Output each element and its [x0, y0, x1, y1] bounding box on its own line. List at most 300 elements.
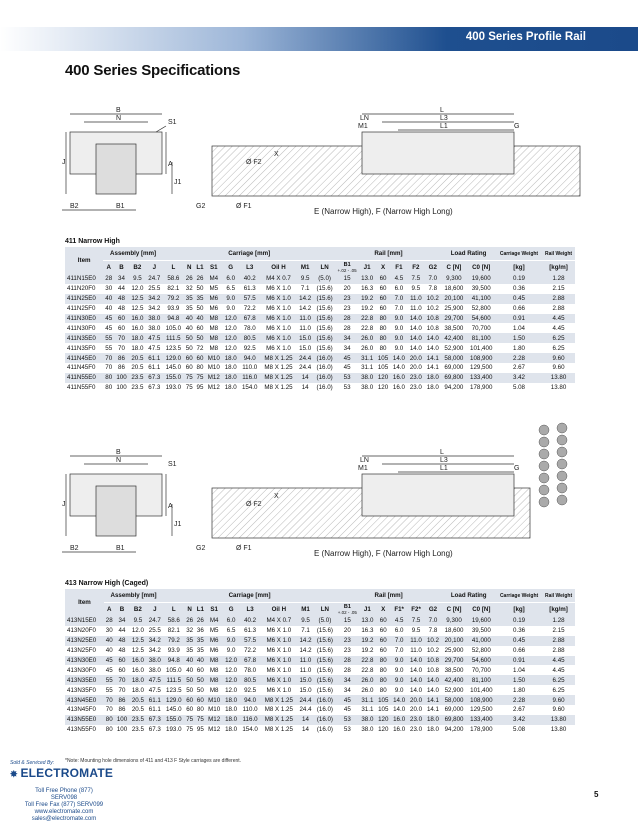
table-cell: 19.2 — [361, 305, 374, 313]
table-cell: 61.1 — [148, 364, 161, 372]
table-cell: 40 — [186, 657, 194, 664]
table-cell: 45 — [105, 315, 113, 322]
table-cell: (5.0) — [314, 274, 336, 284]
table-cell: 6.5 — [226, 285, 236, 293]
table-cell: 100 — [114, 373, 129, 383]
table-cell: M10 — [208, 706, 221, 714]
table-cell: 12.0 — [224, 324, 237, 332]
table-cell: 79.2 — [163, 294, 184, 304]
table-cell: 10.2 — [426, 305, 439, 313]
table-cell: 2.28 — [496, 695, 542, 705]
email-link[interactable]: sales@electromate.com — [31, 816, 97, 822]
item-code-cell: 413N25E0 — [65, 636, 104, 646]
table-cell: 2.15 — [552, 285, 565, 293]
table-cell: 133,400 — [467, 373, 496, 383]
column-header: Carriage Weight — [496, 589, 542, 603]
table-cell: 110.0 — [242, 706, 258, 714]
table-cell: 116.0 — [239, 373, 260, 383]
table-cell: 94.0 — [239, 353, 260, 363]
table-cell: 40.2 — [239, 274, 260, 284]
table-cell: 95 — [196, 726, 204, 734]
table-cell: 80 — [376, 314, 391, 324]
table-cell: 14.0 — [410, 686, 423, 694]
dimension-label: B — [116, 449, 121, 456]
column-header: L1 — [195, 261, 206, 275]
column-header: J — [146, 261, 163, 275]
table-cell: 38.0 — [148, 324, 161, 332]
table-cell: 120 — [376, 373, 391, 383]
table-row — [65, 705, 575, 715]
label-S1: S1 — [168, 119, 177, 126]
table-cell: 1.04 — [513, 666, 526, 674]
table-cell: 92.5 — [244, 686, 257, 694]
label-G: G — [514, 123, 520, 130]
label-L: L — [440, 107, 444, 114]
table-row — [65, 343, 575, 353]
header-title: 400 Series Profile Rail — [465, 31, 586, 43]
table-cell: M6 X 1.0 — [266, 647, 292, 655]
table-cell: 38,500 — [444, 324, 464, 332]
column-header: [kg/m] — [542, 603, 575, 617]
table-row — [65, 685, 575, 695]
table-cell: 7.0 — [424, 274, 441, 284]
table-cell: 60 — [186, 706, 194, 714]
table-cell: 6.0 — [394, 285, 404, 293]
item-code-cell: 411N25E0 — [65, 294, 103, 304]
dimension-label: Ø F1 — [236, 545, 252, 552]
table-cell: 31.1 — [361, 364, 374, 372]
column-header: A — [103, 261, 114, 275]
table-cell: 6.0 — [222, 274, 239, 284]
table-cell: 14.0 — [426, 686, 439, 694]
table-cell: 93.9 — [167, 647, 180, 655]
table-cell: 11.0 — [297, 314, 314, 324]
table-cell: M5 — [209, 627, 219, 635]
table-cell: 60 — [185, 364, 193, 372]
table-cell: M8 X 1.25 — [264, 706, 293, 714]
table-cell: 34 — [343, 686, 351, 694]
table-cell: 1.28 — [542, 616, 575, 626]
table-cell: 2.67 — [512, 364, 525, 372]
table-cell: (15.6) — [316, 285, 333, 293]
table-cell: 13.80 — [542, 373, 575, 383]
item-code-cell: 413N30F0 — [67, 666, 96, 674]
table-cell: 36 — [196, 627, 204, 635]
table-cell: 1.04 — [512, 324, 525, 332]
website-link[interactable]: www.electromate.com — [34, 809, 94, 815]
table-row — [65, 363, 575, 373]
table-cell: (15.6) — [314, 333, 336, 343]
table-cell: 14.0 — [393, 706, 406, 714]
table-cell: M10 — [206, 695, 223, 705]
table-cell: 15.0 — [299, 344, 312, 352]
table-cell: 35 — [196, 295, 204, 303]
table-cell: 155.0 — [163, 373, 184, 383]
table-cell: 18.0 — [224, 364, 237, 372]
table-cell: 7.8 — [428, 627, 438, 635]
table-cell: 80 — [105, 384, 113, 392]
table-cell: 50 — [196, 686, 204, 694]
table-cell: 123.5 — [166, 686, 182, 694]
table-cell: M6 X 1.0 — [266, 686, 292, 694]
table-cell: 11.0 — [299, 324, 311, 332]
table-cell: 82.1 — [167, 285, 180, 293]
table-cell: M8 — [209, 686, 219, 694]
table-cell: 47.5 — [148, 686, 161, 694]
table-cell: 94,200 — [444, 384, 464, 392]
table-cell: 26 — [186, 617, 194, 625]
table-cell: 80 — [376, 675, 391, 685]
table-cell: 38.0 — [148, 666, 161, 674]
table-cell: 52,900 — [444, 686, 464, 694]
table-cell: 14.0 — [426, 344, 439, 352]
table-cell: 40 — [105, 305, 113, 313]
table-cell: 48 — [118, 647, 126, 655]
table-cell: 19.2 — [361, 647, 374, 655]
table-cell: 20.5 — [129, 695, 146, 705]
table-cell: 16.0 — [390, 373, 407, 383]
vendor-logo — [10, 760, 113, 780]
column-header: [kg] — [496, 261, 542, 275]
column-header: G2 — [425, 603, 442, 617]
table-cell: 50 — [196, 305, 204, 313]
table-cell: 23 — [343, 305, 351, 313]
table-cell: 12.5 — [129, 636, 146, 646]
label-A: A — [168, 161, 173, 168]
table-cell: 38,500 — [444, 666, 464, 674]
table-cell: 14.2 — [297, 294, 314, 304]
column-header: [kg] — [496, 603, 542, 617]
label-B: B — [116, 107, 121, 114]
column-header: G — [222, 261, 239, 275]
table-cell: 12.0 — [225, 686, 238, 694]
table-cell: 16.3 — [361, 627, 374, 635]
table-cell: 48 — [114, 294, 129, 304]
column-header: Carriage [mm] — [163, 589, 336, 603]
table-cell: M8 X 1.25 — [264, 364, 293, 372]
column-header: L1 — [195, 603, 206, 617]
table-cell: 14.0 — [409, 344, 422, 352]
table-cell: 9.0 — [390, 314, 407, 324]
table-cell: 16.0 — [392, 384, 405, 392]
table-cell: 3.42 — [496, 373, 542, 383]
table-cell: 23 — [336, 294, 359, 304]
table-cell: 101,400 — [470, 686, 493, 694]
table-cell: 12.0 — [223, 675, 240, 685]
table-cell: 38.0 — [361, 726, 374, 734]
table-cell: 86 — [118, 364, 125, 372]
dimension-label: G2 — [196, 545, 206, 552]
table-cell: 70 — [105, 364, 113, 372]
column-header: L — [163, 603, 184, 617]
table-cell: 12.0 — [222, 333, 239, 343]
table-cell: 45 — [105, 657, 113, 664]
table-row — [65, 314, 575, 324]
table-cell: M6 — [209, 647, 219, 655]
table-cell: 61.3 — [244, 627, 257, 635]
column-header: M1 — [297, 261, 314, 275]
table-cell: 55 — [105, 676, 113, 684]
table-row — [65, 636, 575, 646]
diagram-1-drawing — [62, 104, 582, 226]
table-cell: 70 — [105, 706, 113, 714]
table-cell: 60 — [186, 696, 194, 704]
dimension-label: S1 — [168, 461, 177, 468]
table-cell: M4 — [205, 274, 222, 284]
table-cell: 16.0 — [129, 314, 146, 324]
item-code-cell: 411N45F0 — [67, 364, 96, 372]
table-cell: 75 — [185, 384, 193, 392]
table-cell: 18.0 — [225, 706, 238, 714]
table-cell: M4 — [206, 616, 223, 626]
table-cell: 12.0 — [224, 344, 237, 352]
item-code-cell: 411N35E0 — [65, 333, 103, 343]
table-cell: M10 — [205, 353, 222, 363]
table-cell: 12.0 — [225, 666, 238, 674]
table-cell: 0.19 — [496, 274, 542, 284]
table-cell: (16.0) — [316, 706, 333, 714]
table-cell: 26.0 — [361, 686, 374, 694]
column-header: S1 — [205, 261, 222, 275]
table-row — [65, 353, 575, 363]
table-cell: 6.5 — [226, 627, 236, 635]
table-cell: M6 — [209, 305, 219, 313]
table-cell: 4.45 — [552, 324, 565, 332]
dimension-diagram-1 — [62, 104, 582, 224]
table-cell: 72.2 — [243, 305, 256, 313]
diagram-2-drawing — [62, 446, 532, 568]
table-cell: 14.2 — [299, 647, 312, 655]
table-cell: 69,800 — [441, 373, 466, 383]
table-cell: 22.8 — [361, 666, 374, 674]
table-cell: 6.25 — [542, 333, 575, 343]
table-cell: 53 — [343, 384, 351, 392]
table-cell: 38.0 — [146, 314, 163, 324]
item-code-cell: 413N45F0 — [67, 706, 96, 714]
table-cell: 100 — [115, 715, 130, 725]
table-cell: (16.0) — [314, 353, 336, 363]
table-cell: 50 — [196, 285, 204, 293]
table-cell: 4.45 — [552, 666, 565, 674]
table-cell: 26 — [185, 275, 193, 283]
column-header: J1 — [359, 603, 376, 617]
dimension-label: G — [514, 465, 520, 472]
table-row — [65, 656, 575, 666]
table-cell: 108,900 — [467, 695, 496, 705]
table-cell: 10.2 — [424, 294, 441, 304]
table-cell: 154.0 — [242, 726, 258, 734]
table-cell: M8 — [206, 675, 223, 685]
item-code-cell: 413N35F0 — [67, 686, 96, 694]
table-cell: 0.91 — [496, 656, 542, 666]
table-cell: 14.1 — [426, 706, 439, 714]
column-header: [kg/m] — [542, 261, 575, 275]
table-cell: 116.0 — [240, 715, 261, 725]
table-cell: 30 — [105, 285, 113, 293]
column-header: J1 — [359, 261, 376, 275]
table-cell: 133,400 — [467, 715, 496, 725]
table-cell: 75 — [196, 374, 204, 382]
table-cell: 40 — [196, 657, 204, 664]
table-cell: 4.5 — [391, 616, 408, 626]
table-cell: 129.0 — [163, 353, 184, 363]
table-cell: 13.80 — [542, 715, 575, 725]
column-header: Item — [65, 589, 104, 616]
dimension-label: LN — [360, 457, 369, 464]
th-item: Item — [65, 247, 103, 274]
table-cell: 79.2 — [163, 636, 184, 646]
table-cell: 60 — [185, 354, 193, 362]
table-cell: M10 — [207, 364, 220, 372]
table-cell: 105.0 — [165, 324, 182, 332]
column-header: Oil H — [261, 603, 297, 617]
item-code-cell: 411N35F0 — [67, 344, 96, 352]
label-M1: M1 — [358, 123, 368, 130]
table-cell: 80 — [379, 344, 387, 352]
table-cell: 47.5 — [146, 675, 163, 685]
table-cell: 19,600 — [467, 616, 496, 626]
table-cell: 108,900 — [467, 353, 496, 363]
table-cell: 40 — [185, 315, 193, 322]
item-code-cell: 413N25F0 — [67, 647, 96, 655]
table-cell: 24.7 — [146, 616, 163, 626]
table-cell: 14.0 — [410, 666, 423, 674]
item-code-cell: 413N45E0 — [65, 695, 104, 705]
table-cell: 18.0 — [223, 695, 240, 705]
table-cell: 80 — [376, 333, 391, 343]
table-row — [65, 675, 575, 685]
table-cell: 23 — [336, 636, 359, 646]
table-cell: 0.45 — [496, 636, 542, 646]
th-load: Load Rating — [441, 247, 496, 261]
table-cell: M6 X 1.0 — [266, 324, 291, 332]
table-cell: M8 X 1.25 — [260, 353, 296, 363]
table-cell: 60 — [379, 627, 387, 635]
table-cell: 78.0 — [243, 324, 256, 332]
table-cell: 18.0 — [225, 726, 238, 734]
table-cell: 9.5 — [297, 274, 314, 284]
table-cell: 70,700 — [471, 666, 491, 674]
table-cell: (15.6) — [316, 324, 333, 332]
dimension-label: E (Narrow High), F (Narrow High Long) — [314, 549, 453, 558]
table-cell: 40 — [105, 295, 113, 303]
table-row — [65, 616, 575, 626]
table-cell: (16.0) — [314, 715, 336, 725]
table-cell: 34.2 — [148, 647, 161, 655]
table-cell: 28 — [343, 324, 351, 332]
table-cell: 75 — [185, 374, 193, 382]
table-cell: 15.0 — [297, 675, 314, 685]
table-cell: 25.5 — [148, 627, 161, 635]
table-cell: 16.0 — [131, 324, 144, 332]
table-cell: 2.15 — [552, 627, 565, 635]
table-cell: 6.25 — [552, 344, 565, 352]
table-cell: 28 — [336, 656, 359, 666]
table-cell: 93.9 — [167, 305, 180, 313]
table-cell: 45 — [105, 324, 113, 332]
table-cell: 39,500 — [471, 627, 491, 635]
table-cell: 20 — [343, 285, 351, 293]
table-cell: 94.8 — [163, 314, 184, 324]
table-cell: 13.0 — [359, 274, 376, 284]
table-cell: 52,800 — [471, 647, 491, 655]
fax-text: Toll Free Fax (877) SERV099 — [24, 802, 104, 808]
table-cell: 23.0 — [410, 726, 423, 734]
table-cell: 14.1 — [426, 364, 439, 372]
table-cell: (15.6) — [316, 686, 333, 694]
table-cell: 57.5 — [239, 294, 260, 304]
table-row — [65, 373, 575, 383]
table-row — [65, 725, 575, 735]
table-cell: 105 — [378, 706, 389, 714]
table-cell: 145.0 — [165, 364, 182, 372]
table-cell: 55 — [105, 686, 113, 694]
dimension-label: A — [168, 503, 173, 510]
table-cell: 40.2 — [240, 616, 261, 626]
column-header: J — [146, 603, 163, 617]
table-cell: 26.0 — [359, 675, 376, 685]
table-cell: 58,000 — [441, 695, 466, 705]
column-header: X — [376, 261, 391, 275]
table-cell: 18.0 — [426, 384, 439, 392]
table-cell: 0.66 — [512, 305, 525, 313]
table-cell: 28 — [343, 666, 351, 674]
item-code-cell: 411N20F0 — [67, 285, 96, 293]
table-cell: 14 — [302, 726, 309, 734]
table-cell: 12.0 — [223, 656, 240, 666]
table-cell: 54,600 — [467, 314, 496, 324]
table-cell: 10.8 — [424, 314, 441, 324]
table-cell: 105 — [377, 364, 389, 372]
table-cell: 105 — [376, 695, 391, 705]
phone-text: Toll Free Phone (877) SERV098 — [35, 788, 93, 801]
table-cell: 9.60 — [542, 695, 575, 705]
table-cell: M5 — [209, 285, 219, 293]
table-cell: 20.0 — [409, 364, 422, 372]
table-cell: 94,200 — [444, 726, 464, 734]
table-cell: 123.5 — [165, 344, 182, 352]
table-cell: 11.0 — [407, 294, 424, 304]
table-cell: 4.45 — [542, 314, 575, 324]
table-cell: 35 — [196, 637, 204, 645]
table-cell: 22.8 — [359, 656, 376, 666]
table-cell: 9.0 — [223, 636, 240, 646]
table-cell: 9.5 — [297, 616, 314, 626]
table-cell: 15.0 — [299, 686, 312, 694]
table-cell: 80 — [105, 726, 113, 734]
table-cell: 48 — [118, 305, 125, 313]
table-cell: 20.5 — [131, 364, 144, 372]
table-cell: 13.80 — [550, 726, 567, 734]
item-code-cell: 413N55F0 — [67, 726, 96, 734]
column-header: C [N] — [441, 603, 466, 617]
table-cell: 18.0 — [223, 715, 240, 725]
label-J: J — [62, 159, 66, 166]
table-cell: 3.42 — [496, 715, 542, 725]
table-cell: M6 X 1.0 — [260, 333, 296, 343]
table-cell: 7.1 — [301, 627, 310, 635]
column-header: LN — [314, 603, 336, 617]
table-cell: 69,000 — [444, 364, 464, 372]
brand-name: ✸ ELECTROMATE — [10, 766, 114, 780]
table-cell: 23 — [343, 647, 351, 655]
table-cell: M8 — [205, 314, 222, 324]
table-cell: 1.80 — [513, 686, 526, 694]
table-cell: 23.0 — [407, 373, 424, 383]
table-cell: (16.0) — [314, 373, 336, 383]
table-cell: M6 X 1.0 — [266, 305, 291, 313]
table-cell: 13.0 — [359, 616, 376, 626]
